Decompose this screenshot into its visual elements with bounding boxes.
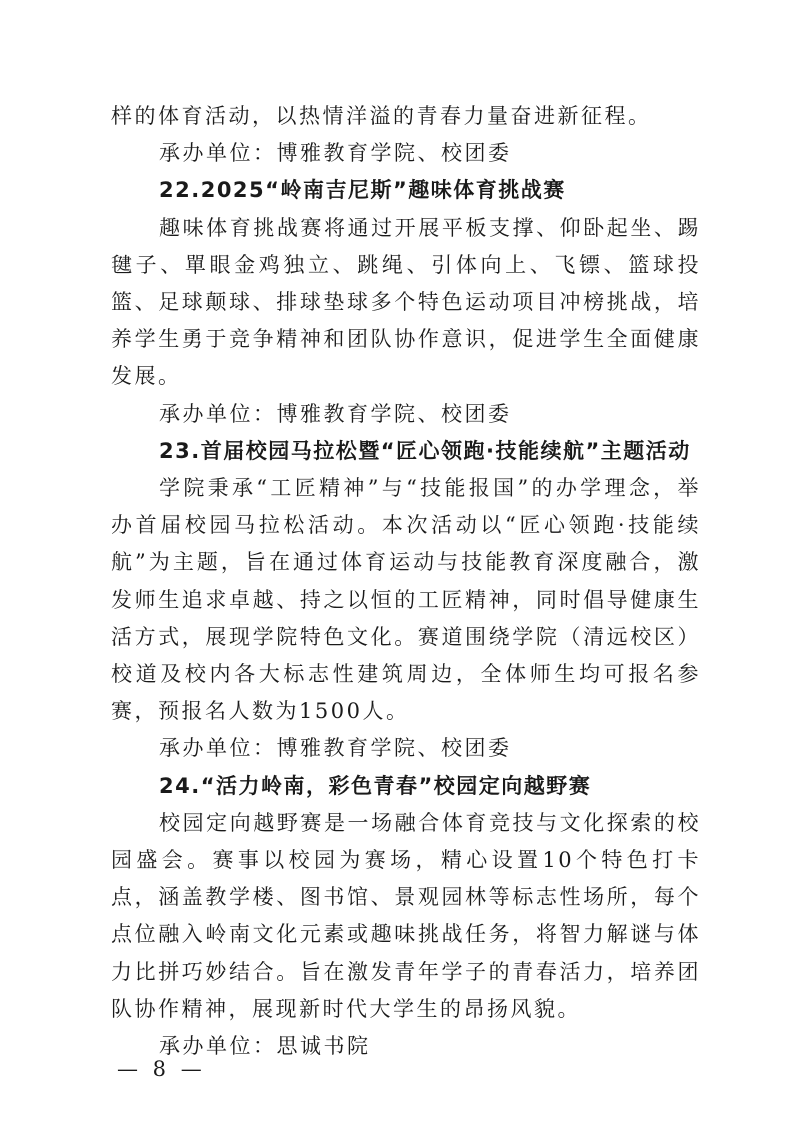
paragraph-22: 趣味体育挑战赛将通过开展平板支撑、仰卧起坐、踢毽子、單眼金鸡独立、跳绳、引体向上、飞镖、篮球投篮、足球颠球、排球垫球多个特色运动项目冲榜挑战，培养学生勇于竞争精神和团队协作意识，促进学生全面健康发展。 <box>111 215 701 389</box>
section-heading-22: 22.2025“岭南吉尼斯”趣味体育挑战赛 <box>159 178 566 203</box>
organizer-line-21: 承办单位：博雅教育学院、校团委 <box>159 141 512 166</box>
organizer-line-22: 承办单位：博雅教育学院、校团委 <box>159 401 512 426</box>
organizer-line-23: 承办单位：博雅教育学院、校团委 <box>159 736 512 761</box>
document-body <box>111 98 701 1065</box>
paragraph-24: 校园定向越野赛是一场融合体育竞技与文化探索的校园盛会。赛事以校园为赛场，精心设置10个特色打卡点，涵盖教学楼、图书馆、景观园林等标志性场所，每个点位融入岭南文化元素或趣味挑战任务，将智力解谜与体力比拼巧妙结合。旨在激发青年学子的青春活力，培养团队协作精神，展现新时代大学生的昂扬风貌。 <box>111 810 701 1021</box>
page-number: — 8 — <box>117 1057 206 1081</box>
section-heading-23: 23.首届校园马拉松暨“匠心领跑·技能续航”主题活动 <box>159 438 691 463</box>
paragraph-23: 学院秉承“工匠精神”与“技能报国”的办学理念，举办首届校园马拉松活动。本次活动以“匠心领跑·技能续航”为主题，旨在通过体育运动与技能教育深度融合，激发师生追求卓越、持之以恒的工匠精神，同时倡导健康生活方式，展现学院特色文化。赛道围绕学院（清远校区）校道及校内各大标志性建筑周边，全体师生均可报名参赛，预报名人数为1500人。 <box>111 476 701 724</box>
paragraph-continuation: 样的体育活动，以热情洋溢的青春力量奋进新征程。 <box>111 104 652 128</box>
organizer-line-24: 承办单位：思诚书院 <box>159 1034 371 1059</box>
section-heading-24: 24.“活力岭南，彩色青春”校园定向越野赛 <box>159 773 592 798</box>
